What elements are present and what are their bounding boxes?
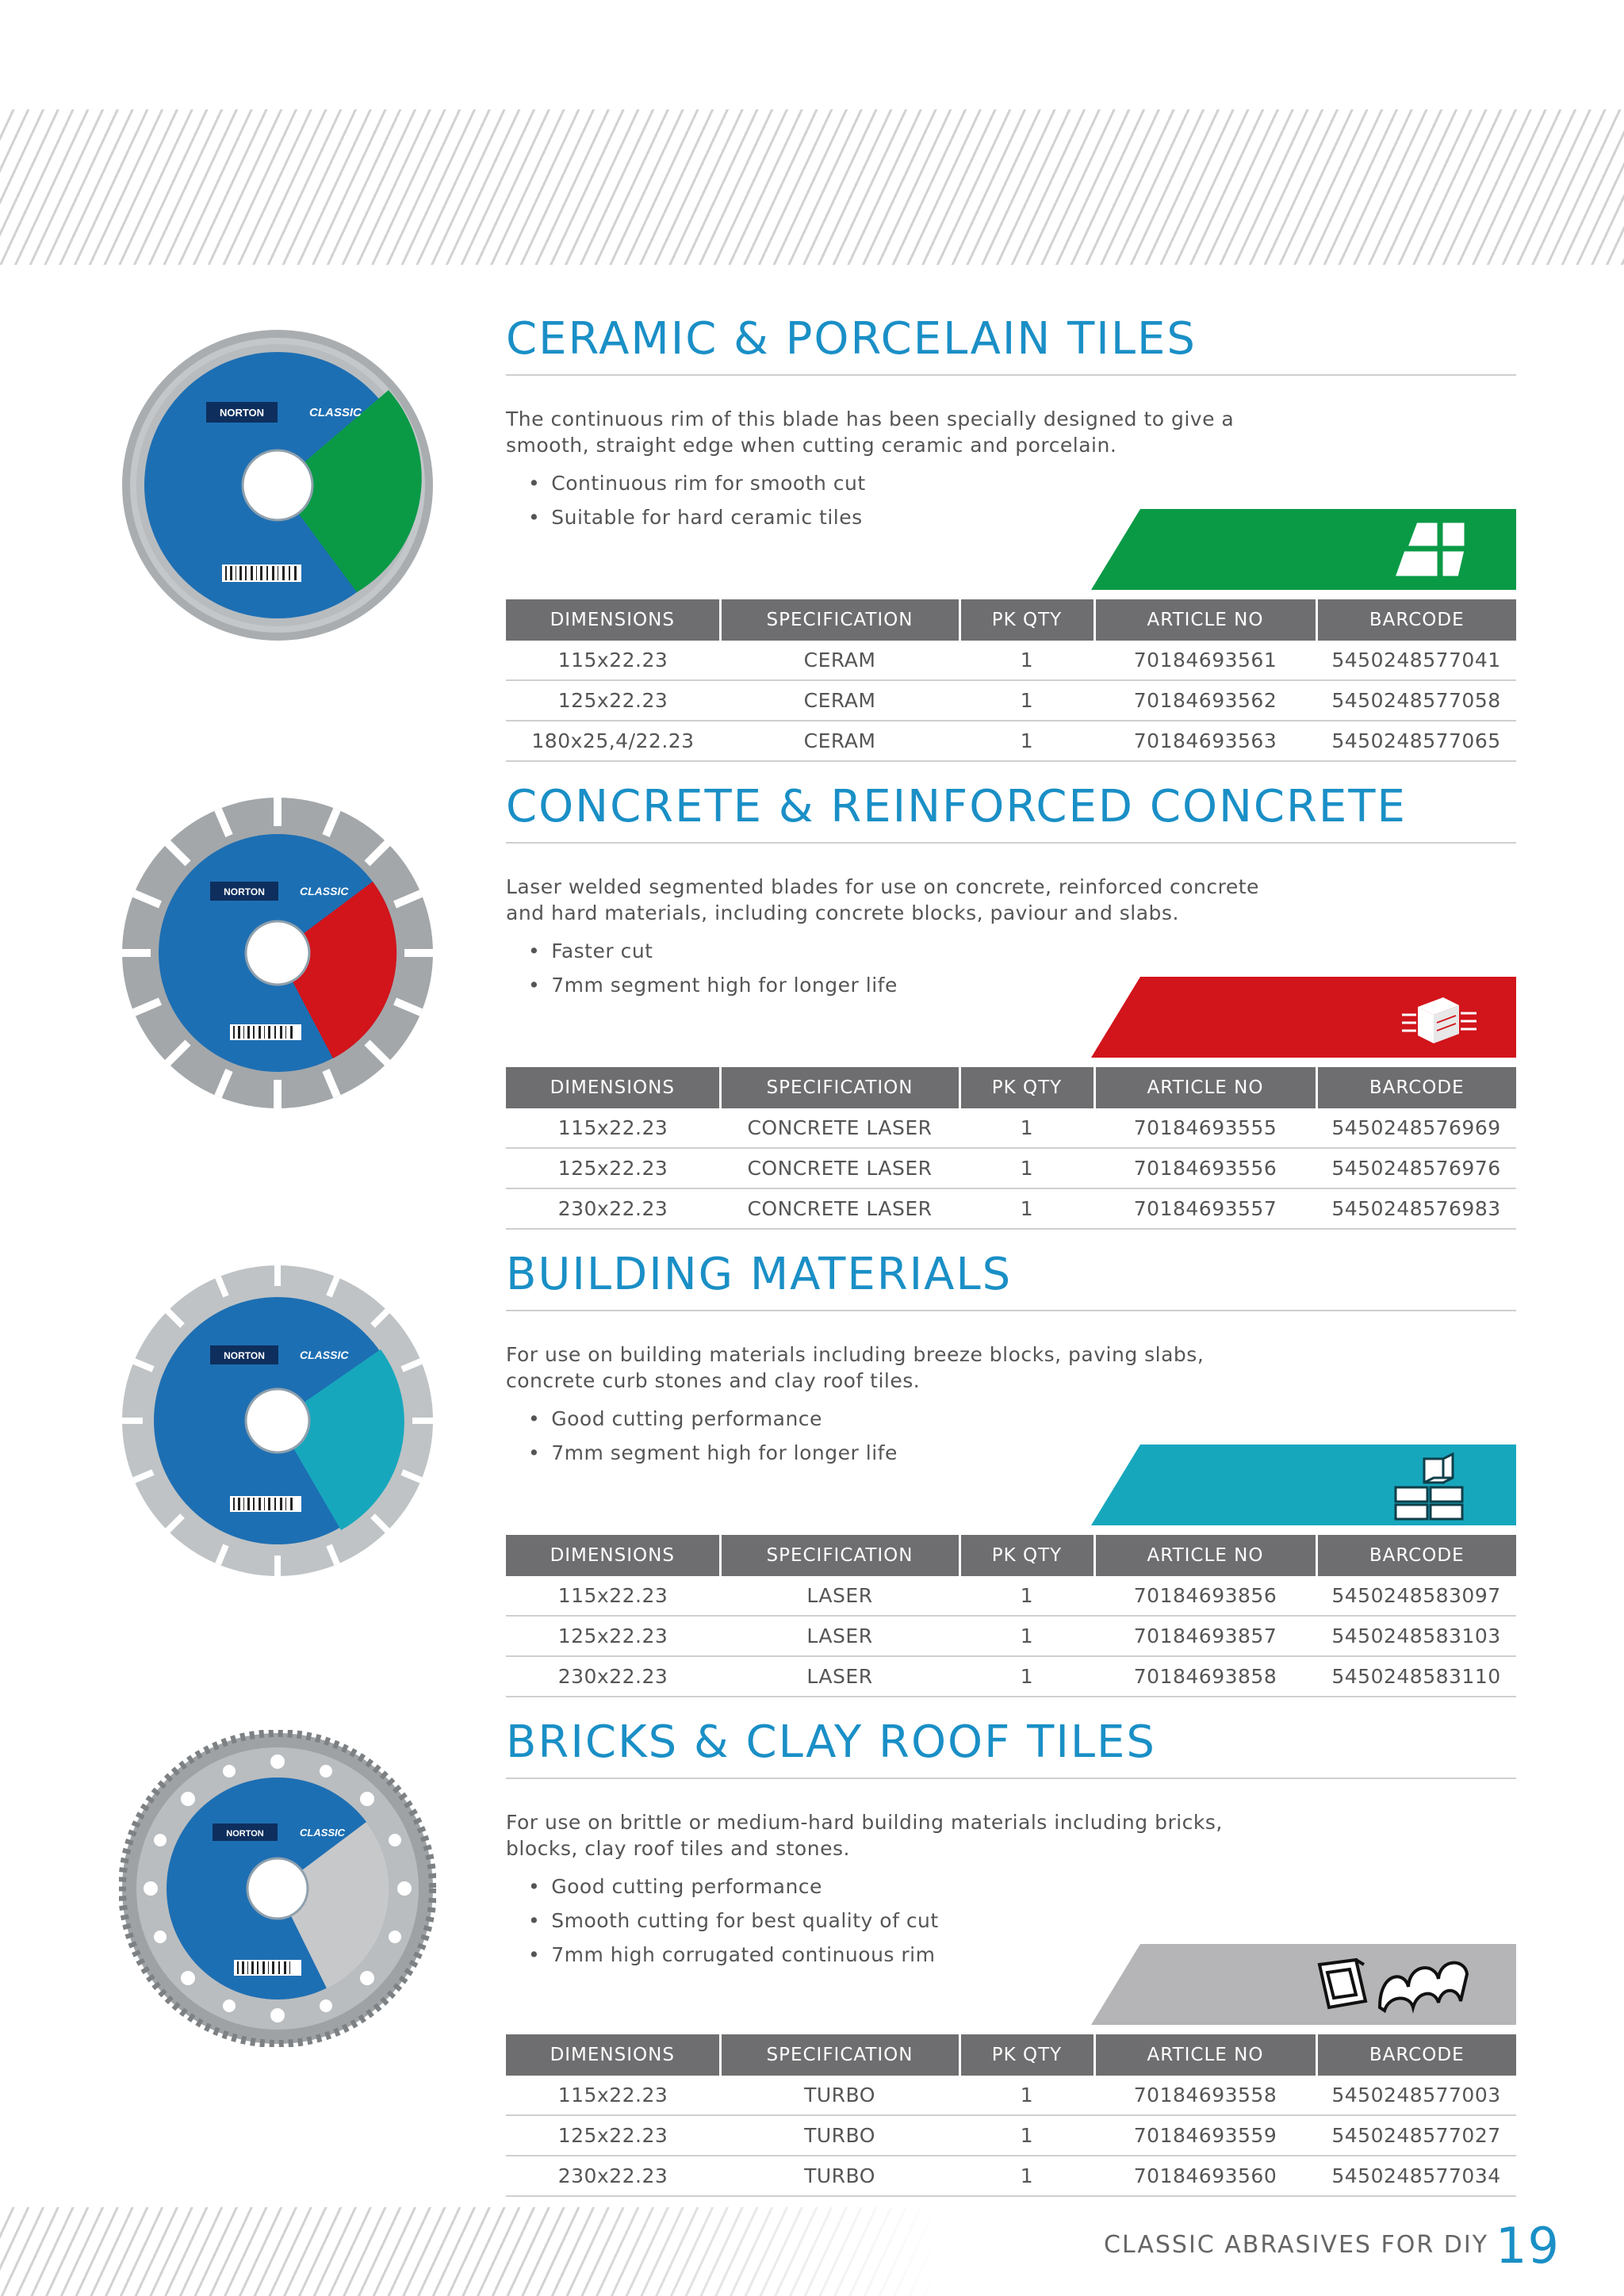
- column-header-pk-qty: PK QTY: [959, 1067, 1094, 1108]
- diamond-blade-building-materials-image: [119, 1262, 436, 1579]
- diamond-blade-concrete-image: [119, 794, 436, 1112]
- cell-article-no: 70184693858: [1094, 1656, 1316, 1697]
- cell-dimensions: 230x22.23: [506, 1188, 720, 1229]
- cell-article-no: 70184693856: [1094, 1576, 1316, 1616]
- cell-specification: CONCRETE LASER: [720, 1108, 959, 1148]
- cell-article-no: 70184693557: [1094, 1188, 1316, 1229]
- section-description: For use on building materials including breeze blocks, paving slabs, concrete curb stones and clay roof tiles.: [506, 1343, 1205, 1392]
- feature-item: • 7mm high corrugated continuous rim: [528, 1938, 1516, 1972]
- cell-dimensions: 230x22.23: [506, 2156, 720, 2196]
- cell-pk-qty: 1: [959, 2076, 1094, 2115]
- cell-article-no: 70184693563: [1094, 721, 1316, 761]
- cell-dimensions: 180x25,4/22.23: [506, 721, 720, 761]
- table-row: [506, 1576, 1516, 1616]
- diamond-blade-ceramic-image: [119, 327, 436, 644]
- cell-specification: LASER: [720, 1616, 959, 1656]
- blade-line-label: CLASSIC: [300, 1349, 349, 1361]
- cell-pk-qty: 1: [959, 2156, 1094, 2196]
- column-header-article-no: ARTICLE NO: [1094, 1067, 1316, 1108]
- cell-specification: CONCRETE LASER: [720, 1148, 959, 1188]
- table-row: [506, 1616, 1516, 1656]
- feature-item: • Smooth cutting for best quality of cut: [528, 1904, 1516, 1938]
- cell-specification: TURBO: [720, 2115, 959, 2156]
- cell-article-no: 70184693560: [1094, 2156, 1316, 2196]
- cell-pk-qty: 1: [959, 1616, 1094, 1656]
- cell-specification: TURBO: [720, 2156, 959, 2196]
- cell-pk-qty: 1: [959, 1576, 1094, 1616]
- ceramic-tiles-icon: [1091, 509, 1516, 590]
- reinforced-concrete-icon: [1091, 977, 1516, 1058]
- spec-table: [506, 2034, 1516, 2197]
- cell-article-no: 70184693562: [1094, 680, 1316, 721]
- feature-item: • Good cutting performance: [528, 1869, 1516, 1904]
- cell-barcode: 5450248577003: [1316, 2076, 1516, 2115]
- cell-dimensions: 125x22.23: [506, 1616, 720, 1656]
- cell-barcode: 5450248583110: [1316, 1656, 1516, 1697]
- table-row: [506, 641, 1516, 680]
- column-header-dimensions: DIMENSIONS: [506, 2034, 720, 2076]
- building-blocks-icon: [1091, 1445, 1516, 1525]
- cell-dimensions: 230x22.23: [506, 1656, 720, 1697]
- cell-pk-qty: 1: [959, 1188, 1094, 1229]
- column-header-barcode: BARCODE: [1316, 2034, 1516, 2076]
- cell-barcode: 5450248577027: [1316, 2115, 1516, 2156]
- column-header-dimensions: DIMENSIONS: [506, 1067, 720, 1108]
- cell-article-no: 70184693556: [1094, 1148, 1316, 1188]
- cell-specification: CERAM: [720, 641, 959, 680]
- cell-dimensions: 125x22.23: [506, 2115, 720, 2156]
- cell-specification: CONCRETE LASER: [720, 1188, 959, 1229]
- spec-table: [506, 1535, 1516, 1697]
- blade-brand-label: NORTON: [226, 1829, 264, 1839]
- section-title: BRICKS & CLAY ROOF TILES: [506, 1720, 1516, 1779]
- section-title: BUILDING MATERIALS: [506, 1253, 1516, 1311]
- column-header-dimensions: DIMENSIONS: [506, 599, 720, 641]
- footer-title: CLASSIC ABRASIVES FOR DIY: [1104, 2231, 1489, 2259]
- cell-article-no: 70184693857: [1094, 1616, 1316, 1656]
- cell-barcode: 5450248577058: [1316, 680, 1516, 721]
- cell-barcode: 5450248576969: [1316, 1108, 1516, 1148]
- cell-article-no: 70184693561: [1094, 641, 1316, 680]
- cell-dimensions: 125x22.23: [506, 680, 720, 721]
- spec-table: [506, 1067, 1516, 1230]
- blade-brand-label: NORTON: [224, 886, 265, 897]
- section-description: Laser welded segmented blades for use on concrete, reinforced concrete and hard materials, including concrete blocks, paviour and slabs.: [506, 875, 1259, 924]
- table-row: [506, 2115, 1516, 2156]
- column-header-specification: SPECIFICATION: [720, 1067, 959, 1108]
- section-description: The continuous rim of this blade has been specially designed to give a smooth, straight edge when cutting ceramic and porcelain.: [506, 408, 1235, 457]
- feature-item: • Faster cut: [528, 934, 1516, 968]
- table-row: [506, 1148, 1516, 1188]
- diamond-blade-bricks-image: [119, 1730, 436, 2047]
- column-header-dimensions: DIMENSIONS: [506, 1535, 720, 1576]
- cell-barcode: 5450248577065: [1316, 721, 1516, 761]
- cell-specification: TURBO: [720, 2076, 959, 2115]
- column-header-barcode: BARCODE: [1316, 1067, 1516, 1108]
- cell-article-no: 70184693558: [1094, 2076, 1316, 2115]
- cell-pk-qty: 1: [959, 1108, 1094, 1148]
- cell-barcode: 5450248576983: [1316, 1188, 1516, 1229]
- cell-specification: CERAM: [720, 721, 959, 761]
- feature-item: • Good cutting performance: [528, 1402, 1516, 1436]
- column-header-barcode: BARCODE: [1316, 1535, 1516, 1576]
- cell-article-no: 70184693559: [1094, 2115, 1316, 2156]
- column-header-pk-qty: PK QTY: [959, 1535, 1094, 1576]
- cell-barcode: 5450248583097: [1316, 1576, 1516, 1616]
- footer-stripe-pattern: [0, 2207, 944, 2296]
- blade-brand-label: NORTON: [219, 407, 265, 419]
- blade-line-label: CLASSIC: [300, 885, 349, 897]
- cell-barcode: 5450248577034: [1316, 2156, 1516, 2196]
- section-title: CONCRETE & REINFORCED CONCRETE: [506, 785, 1516, 844]
- column-header-pk-qty: PK QTY: [959, 599, 1094, 641]
- cell-article-no: 70184693555: [1094, 1108, 1316, 1148]
- blade-brand-label: NORTON: [224, 1350, 265, 1361]
- blade-line-label: CLASSIC: [300, 1827, 346, 1839]
- column-header-article-no: ARTICLE NO: [1094, 2034, 1316, 2076]
- page-number: 19: [1496, 2217, 1560, 2275]
- header-stripe-pattern: [0, 109, 1624, 265]
- table-row: [506, 2076, 1516, 2115]
- cell-pk-qty: 1: [959, 641, 1094, 680]
- cell-pk-qty: 1: [959, 721, 1094, 761]
- cell-pk-qty: 1: [959, 1148, 1094, 1188]
- cell-pk-qty: 1: [959, 1656, 1094, 1697]
- cell-barcode: 5450248577041: [1316, 641, 1516, 680]
- feature-item: • 7mm segment high for longer life: [528, 968, 1516, 1002]
- feature-item: • Continuous rim for smooth cut: [528, 466, 1516, 500]
- table-row: [506, 721, 1516, 761]
- spec-table: [506, 599, 1516, 762]
- table-row: [506, 1656, 1516, 1697]
- column-header-article-no: ARTICLE NO: [1094, 599, 1316, 641]
- cell-pk-qty: 1: [959, 680, 1094, 721]
- section-title: CERAMIC & PORCELAIN TILES: [506, 317, 1516, 376]
- cell-dimensions: 125x22.23: [506, 1148, 720, 1188]
- table-header-row: [506, 599, 1516, 641]
- section-description: For use on brittle or medium-hard building materials including bricks, blocks, clay roof tiles and stones.: [506, 1811, 1223, 1860]
- cell-dimensions: 115x22.23: [506, 641, 720, 680]
- cell-barcode: 5450248576976: [1316, 1148, 1516, 1188]
- table-row: [506, 2156, 1516, 2196]
- cell-specification: CERAM: [720, 680, 959, 721]
- cell-specification: LASER: [720, 1576, 959, 1616]
- table-row: [506, 1188, 1516, 1229]
- cell-barcode: 5450248583103: [1316, 1616, 1516, 1656]
- table-row: [506, 1108, 1516, 1148]
- cell-dimensions: 115x22.23: [506, 1576, 720, 1616]
- blade-line-label: CLASSIC: [309, 406, 362, 419]
- column-header-specification: SPECIFICATION: [720, 1535, 959, 1576]
- column-header-specification: SPECIFICATION: [720, 2034, 959, 2076]
- table-header-row: [506, 1067, 1516, 1108]
- column-header-article-no: ARTICLE NO: [1094, 1535, 1316, 1576]
- column-header-pk-qty: PK QTY: [959, 2034, 1094, 2076]
- cell-specification: LASER: [720, 1656, 959, 1697]
- brick-and-roof-tile-icon: [1091, 1944, 1516, 2025]
- column-header-barcode: BARCODE: [1316, 599, 1516, 641]
- cell-dimensions: 115x22.23: [506, 2076, 720, 2115]
- column-header-specification: SPECIFICATION: [720, 599, 959, 641]
- feature-item: • Suitable for hard ceramic tiles: [528, 500, 1516, 534]
- cell-pk-qty: 1: [959, 2115, 1094, 2156]
- table-row: [506, 680, 1516, 721]
- cell-dimensions: 115x22.23: [506, 1108, 720, 1148]
- feature-item: • 7mm segment high for longer life: [528, 1436, 1516, 1470]
- table-header-row: [506, 1535, 1516, 1576]
- table-header-row: [506, 2034, 1516, 2076]
